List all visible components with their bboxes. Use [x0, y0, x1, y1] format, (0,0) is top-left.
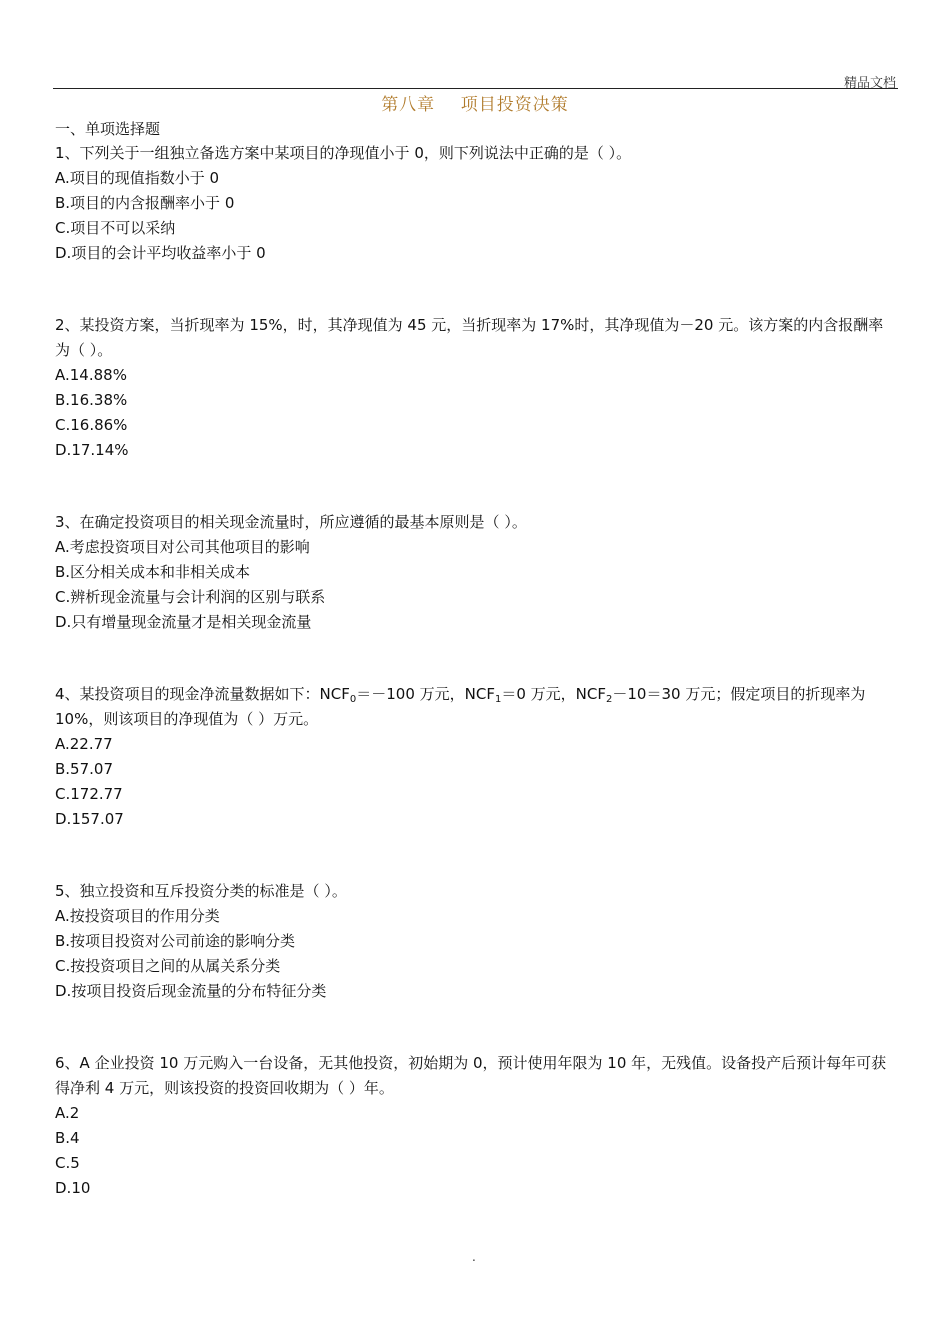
- option-c: C.172.77: [55, 785, 123, 803]
- document-body: [55, 117, 897, 1201]
- option-b: B.57.07: [55, 760, 114, 778]
- option-c: C.项目不可以采纳: [55, 219, 176, 237]
- question-5: [55, 879, 897, 1004]
- question-text: [55, 682, 897, 732]
- text-part: ＝－100 万元，NCF: [356, 685, 495, 703]
- option-c: C.16.86%: [55, 416, 128, 434]
- option-d: D.项目的会计平均收益率小于 0: [55, 244, 266, 262]
- option-d: D.10: [55, 1179, 91, 1197]
- option-a: A.14.88%: [55, 366, 127, 384]
- option-d: D.17.14%: [55, 441, 129, 459]
- spacer: [55, 266, 897, 313]
- subscript: 1: [494, 694, 502, 705]
- option-c: C.5: [55, 1154, 80, 1172]
- option-a: A.22.77: [55, 735, 113, 753]
- spacer: [55, 1004, 897, 1051]
- option-b: B.按项目投资对公司前途的影响分类: [55, 932, 296, 950]
- question-6: [55, 1051, 897, 1201]
- question-text: 1、下列关于一组独立备选方案中某项目的净现值小于 0，则下列说法中正确的是（ ）。: [55, 144, 632, 162]
- text-part: 4、某投资项目的现金净流量数据如下：NCF: [55, 685, 350, 703]
- option-b: B.16.38%: [55, 391, 128, 409]
- option-a: A.按投资项目的作用分类: [55, 907, 220, 925]
- question-2: [55, 313, 897, 463]
- question-1: [55, 141, 897, 266]
- spacer: [55, 463, 897, 510]
- option-d: D.只有增量现金流量才是相关现金流量: [55, 613, 312, 631]
- question-4: [55, 682, 897, 832]
- subscript: 2: [606, 694, 613, 705]
- option-d: D.按项目投资后现金流量的分布特征分类: [55, 982, 327, 1000]
- question-text: 6、A 企业投资 10 万元购入一台设备，无其他投资，初始期为 0，预计使用年限为 10 年，无残值。设备投产后预计每年可获得净利 4 万元，则该投资的投资回收期为（ ）年。: [55, 1054, 887, 1097]
- spacer: [55, 635, 897, 682]
- text-part: －10＝30 万元；假定项目的折现率为 10%，则该项目的净现值为（ ）万元。: [55, 685, 866, 728]
- option-d: D.157.07: [55, 810, 124, 828]
- option-b: B.项目的内含报酬率小于 0: [55, 194, 235, 212]
- question-3: [55, 510, 897, 635]
- section-title: 一、单项选择题: [55, 120, 161, 138]
- footer-mark: .: [472, 1250, 476, 1264]
- option-c: C.按投资项目之间的从属关系分类: [55, 957, 281, 975]
- chapter-title: 第八章 项目投资决策: [381, 95, 569, 115]
- spacer: [55, 832, 897, 879]
- text-part: ＝0 万元，NCF: [501, 685, 606, 703]
- option-a: A.考虑投资项目对公司其他项目的影响: [55, 538, 310, 556]
- option-c: C.辨析现金流量与会计利润的区别与联系: [55, 588, 326, 606]
- option-a: A.项目的现值指数小于 0: [55, 169, 220, 187]
- question-text: 5、独立投资和互斥投资分类的标准是（ ）。: [55, 882, 347, 900]
- question-text: 3、在确定投资项目的相关现金流量时，所应遵循的最基本原则是（ ）。: [55, 513, 527, 531]
- header-rule: [53, 88, 898, 89]
- option-b: B.区分相关成本和非相关成本: [55, 563, 251, 581]
- option-b: B.4: [55, 1129, 80, 1147]
- question-text: 2、某投资方案，当折现率为 15%，时，其净现值为 45 元，当折现率为 17%时，其净现值为－20 元。该方案的内含报酬率为（ ）。: [55, 316, 884, 359]
- subscript: 0: [349, 694, 357, 705]
- header-watermark: 精品文档: [843, 76, 896, 91]
- option-a: A.2: [55, 1104, 80, 1122]
